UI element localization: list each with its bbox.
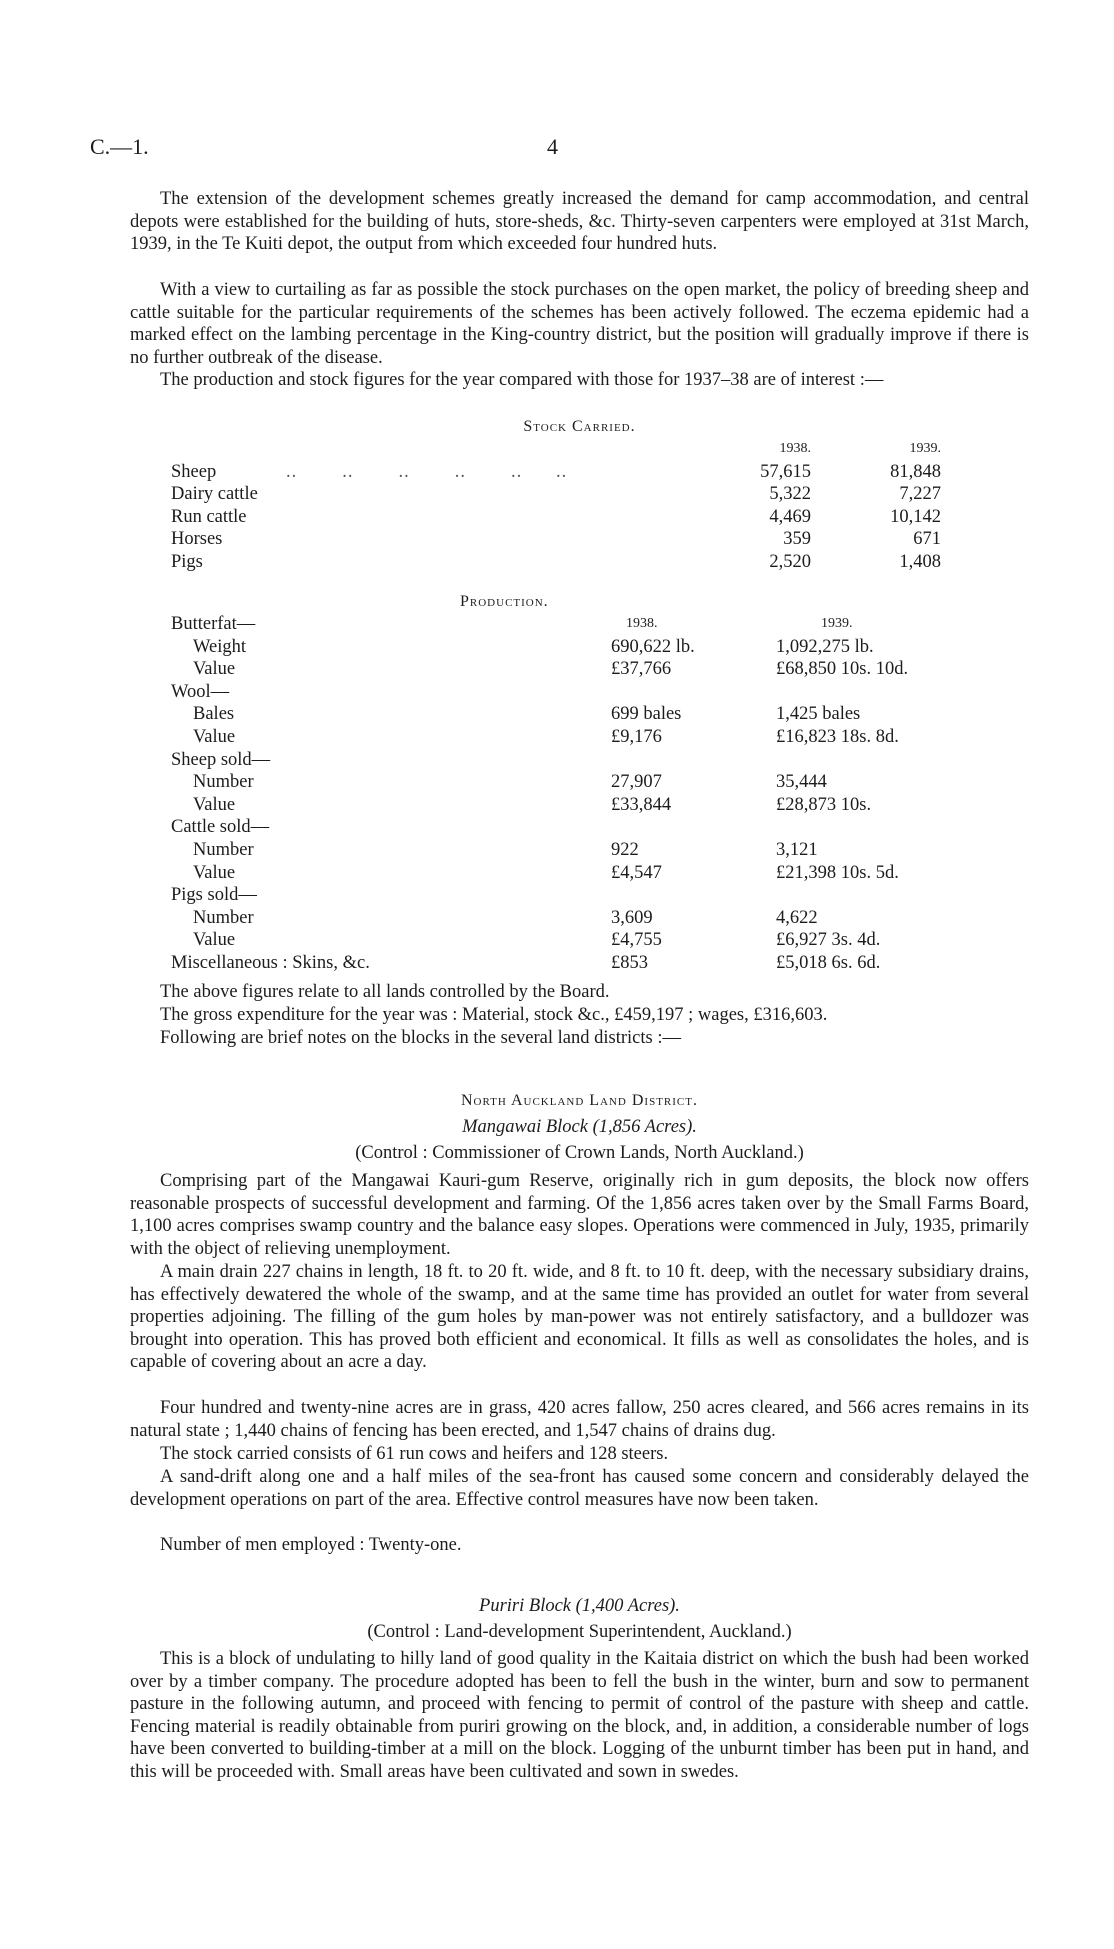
table-row [171,862,951,885]
block-paragraph: Comprising part of the Mangawai Kauri-gum Reserve, originally rich in gum deposits, the block now offers reasonable prospects of successful development and farming. Of the 1,856 acres taken over by the Small Farms Board, 1,100 acres comprises swamp country and the balance easy slopes. Operations were commenced in July, 1935, primarily with the object of relieving unemployment. [130,1171,1029,1259]
document-reference: C.—1. [90,134,149,159]
group-label: Cattle sold— [171,817,270,838]
group-label: Wool— [171,681,230,702]
summary-line: The above figures relate to all lands controlled by the Board. [160,982,610,1002]
table-row [171,483,949,506]
row-label: Bales [193,704,235,725]
stock-table [171,438,949,574]
value-1939: 3,121 [776,839,818,860]
stock-value-1939: 671 [913,529,941,550]
stock-label: Sheep [171,461,217,482]
summary-line: The gross expenditure for the year was : Material, stock &c., £459,197 ; wages, £316,603. [160,1005,828,1025]
stock-label: Dairy cattle [171,484,258,505]
row-label: Miscellaneous : Skins, &c. [171,952,370,973]
production-table [171,613,951,975]
value-1938: 3,609 [611,907,653,928]
row-label: Number [193,772,254,793]
district-title: North Auckland Land District. [460,1092,698,1109]
row-label: Value [193,726,236,747]
stock-table-title: Stock Carried. [523,418,636,435]
intro-paragraph: The extension of the development schemes greatly increased the demand for camp accommodation, and central depots were established for the building of huts, store-sheds, &c. Thirty-seven carpenters were employed at 31st March, 1939, in the Te Kuiti depot, the output from which exceeded four hundred huts. [130,189,1029,255]
block-paragraph: A main drain 227 chains in length, 18 ft. to 20 ft. wide, and 8 ft. to 10 ft. deep, with the necessary subsidiary drains, has effectively dewatered the whole of the swamp, and at the same time has provided an outlet for water from several properties adjoining. The filling of the gum holes by man-power was not entirely satisfactory, and a bulldozer was brought into operation. This has proved both efficient and economical. It fills as well as consolidates the holes, and is capable of covering about an acre a day. [130,1262,1029,1373]
stock-value-1938: 57,615 [760,461,811,482]
block-paragraph: Number of men employed : Twenty-one. [160,1535,462,1555]
block-title: Mangawai Block (1,856 Acres). [462,1117,697,1137]
stock-label: Run cattle [171,506,247,527]
value-1938: 922 [611,839,639,860]
table-row [171,726,951,749]
block-paragraph: A sand-drift along one and a half miles of the sea-front has caused some concern and considerably delayed the development operations on part of the area. Effective control measures have now been taken. [130,1467,1029,1510]
value-1939: £68,850 10s. 10d. [776,659,909,680]
value-1938: £37,766 [611,659,672,680]
table-row [171,636,951,659]
value-1939: 35,444 [776,772,827,793]
table-row [171,658,951,681]
stock-label: Horses [171,529,223,550]
block-control: (Control : Land-development Superintendent, Auckland.) [367,1622,792,1642]
value-1939: £21,398 10s. 5d. [776,862,899,883]
block-paragraph: This is a block of undulating to hilly land of good quality in the Kaitaia district on which the bush had been worked over by a timber company. The procedure adopted has been to fell the bush in the winter, burn and sow to permanent pasture in the following autumn, and proceed with fencing to permit of control of the pasture with sheep and cattle. Fencing material is readily obtainable from puriri growing on the block, and, in addition, a considerable number of logs have been converted to building-timber at a mill on the block. Logging of the unburnt timber has been put in hand, and this will be proceeded with. Small areas have been cultivated and sown in swedes. [130,1649,1029,1782]
page-number: 4 [547,134,558,159]
row-label: Weight [193,636,246,657]
value-1938: £4,755 [611,930,662,951]
value-1938: £33,844 [611,794,672,815]
value-1938: £853 [611,952,648,973]
row-label: Number [193,839,254,860]
table-row [171,794,951,817]
block-control: (Control : Commissioner of Crown Lands, North Auckland.) [355,1143,804,1163]
row-label: Value [193,794,236,815]
stock-value-1939: 1,408 [899,551,941,572]
value-1938: 27,907 [611,772,662,793]
stock-value-1939: 81,848 [890,461,941,482]
table-row [171,551,949,574]
row-label: Value [193,930,236,951]
value-1939: 4,622 [776,907,818,928]
value-1938: £9,176 [611,726,662,747]
stock-year-1938: 1938. [779,441,811,456]
stock-year-1939: 1939. [909,441,941,456]
block-title: Puriri Block (1,400 Acres). [479,1596,680,1616]
row-label: Number [193,907,254,928]
intro-paragraph: The production and stock figures for the year compared with those for 1937–38 are of interest :— [160,370,884,390]
value-1938: 690,622 lb. [611,636,695,657]
summary-line: Following are brief notes on the blocks in the several land districts :— [160,1028,681,1048]
intro-paragraph: With a view to curtailing as far as possible the stock purchases on the open market, the policy of breeding sheep and cattle suitable for the particular requirements of the schemes has been actively followed. The eczema epidemic had a marked effect on the lambing percentage in the King-country district, but the position will gradually improve if there is no further outbreak of the disease. [130,280,1029,368]
block-paragraph: Four hundred and twenty-nine acres are in grass, 420 acres fallow, 250 acres cleared, and 566 acres remains in its natural state ; 1,440 chains of fencing has been erected, and 1,547 chains of drains dug. [130,1398,1029,1441]
table-row [171,703,951,726]
value-1939: £6,927 3s. 4d. [776,930,881,951]
table-row: Sheep .. .. .. .. .. .. 57,615 81,848 [171,461,949,484]
stock-value-1938: 5,322 [769,484,811,505]
stock-value-1938: 359 [783,529,811,550]
table-row [171,839,951,862]
production-table-title: Production. [460,593,549,610]
table-row [171,506,949,529]
block-paragraph: The stock carried consists of 61 run cows and heifers and 128 steers. [160,1444,669,1464]
stock-value-1939: 7,227 [899,484,941,505]
stock-value-1938: 2,520 [769,551,811,572]
page-header [90,134,1020,164]
stock-value-1938: 4,469 [769,506,811,527]
production-year-1938: 1938. [626,616,658,631]
table-row [171,929,951,952]
value-1938: 699 bales [611,704,682,725]
table-row [171,907,951,930]
table-row [171,528,949,551]
row-label: Value [193,659,236,680]
value-1939: £28,873 10s. [776,794,872,815]
production-year-1939: 1939. [821,616,853,631]
table-row [171,952,951,975]
stock-value-1939: 10,142 [890,506,941,527]
group-label: Pigs sold— [171,885,257,906]
group-label: Butterfat— [171,614,256,634]
value-1939: £5,018 6s. 6d. [776,952,881,973]
row-label: Value [193,862,236,883]
group-label: Sheep sold— [171,749,271,770]
stock-label: Pigs [171,551,203,572]
value-1939: 1,092,275 lb. [776,636,874,657]
value-1939: £16,823 18s. 8d. [776,726,899,747]
table-row [171,771,951,794]
value-1938: £4,547 [611,862,662,883]
value-1939: 1,425 bales [776,704,861,725]
